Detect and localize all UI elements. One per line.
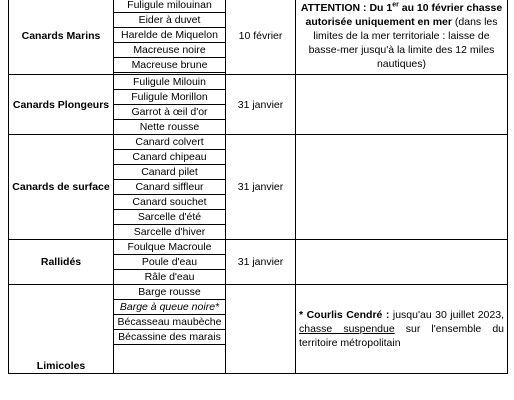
species-cell: Fuligule Milouin: [114, 75, 226, 90]
table-row: [9, 135, 508, 150]
species-cell: Nette rousse: [114, 120, 226, 135]
species-cell: Fuligule Morillon: [114, 90, 226, 105]
species-cell: Garrot à œil d'or: [114, 105, 226, 120]
note-canards-marins: ATTENTION : Du 1er au 10 février chasse autorisée uniquement en mer (dans les limites de la mer territoriale : laisse de basse-mer jusqu'à la limite des 12 miles nautiques): [296, 0, 508, 75]
species-cell: Barge à queue noire*: [114, 300, 226, 315]
note-attention-label: ATTENTION :: [300, 2, 367, 14]
species-cell: Foulque Macroule: [114, 240, 226, 255]
species-cell: Macreuse noire: [114, 43, 226, 58]
closing-date-canards-marins: 10 février: [226, 0, 296, 75]
species-cell-empty: [114, 345, 226, 374]
group-name-limicoles: Limicoles: [9, 285, 114, 374]
species-cell: Eider à duvet: [114, 13, 226, 28]
note-limicoles: * Courlis Cendré : jusqu'au 30 juillet 2023, chasse suspendue sur l'ensemble du territoire métropolitain: [296, 285, 508, 374]
closing-date-limicoles: [226, 285, 296, 374]
note-courlis-label: * Courlis Cendré :: [299, 309, 390, 321]
species-cell: Macreuse brune: [114, 58, 226, 73]
species-cell: Poule d'eau: [114, 255, 226, 270]
group-name-canards-marins: Canards Marins: [9, 0, 114, 75]
note-canards-plongeurs: [296, 75, 508, 135]
species-cell: Râle d'eau: [114, 270, 226, 285]
species-cell: Fuligule milouinan: [114, 0, 226, 13]
closing-date-rallides: 31 janvier: [226, 240, 296, 285]
species-cell: Barge rousse: [114, 285, 226, 300]
note-canards-de-surface: [296, 135, 508, 240]
species-cell: Canard siffleur: [114, 180, 226, 195]
hunting-season-table: [8, 0, 508, 374]
group-name-canards-de-surface: Canards de surface: [9, 135, 114, 240]
note-suspended: chasse suspendue: [299, 323, 395, 335]
group-name-rallides: Rallidés: [9, 240, 114, 285]
table-row: [9, 0, 508, 13]
note-emphasis: uniquement en mer: [355, 16, 452, 28]
table-row: [9, 285, 508, 300]
species-cell: Bécasseau maubèche: [114, 315, 226, 330]
species-cell: Canard colvert: [114, 135, 226, 150]
species-cell: Bécassine des marais: [114, 330, 226, 345]
species-cell: Canard pilet: [114, 165, 226, 180]
closing-date-canards-plongeurs: 31 janvier: [226, 75, 296, 135]
group-name-canards-plongeurs: Canards Plongeurs: [9, 75, 114, 135]
species-cell: Canard souchet: [114, 195, 226, 210]
species-cell: Sarcelle d'été: [114, 210, 226, 225]
species-cell: Canard chipeau: [114, 150, 226, 165]
species-cell: Sarcelle d'hiver: [114, 225, 226, 240]
note-rallides: [296, 240, 508, 285]
table-row: [9, 240, 508, 255]
closing-date-canards-de-surface: 31 janvier: [226, 135, 296, 240]
species-cell: Harelde de Miquelon: [114, 28, 226, 43]
table-row: [9, 75, 508, 90]
